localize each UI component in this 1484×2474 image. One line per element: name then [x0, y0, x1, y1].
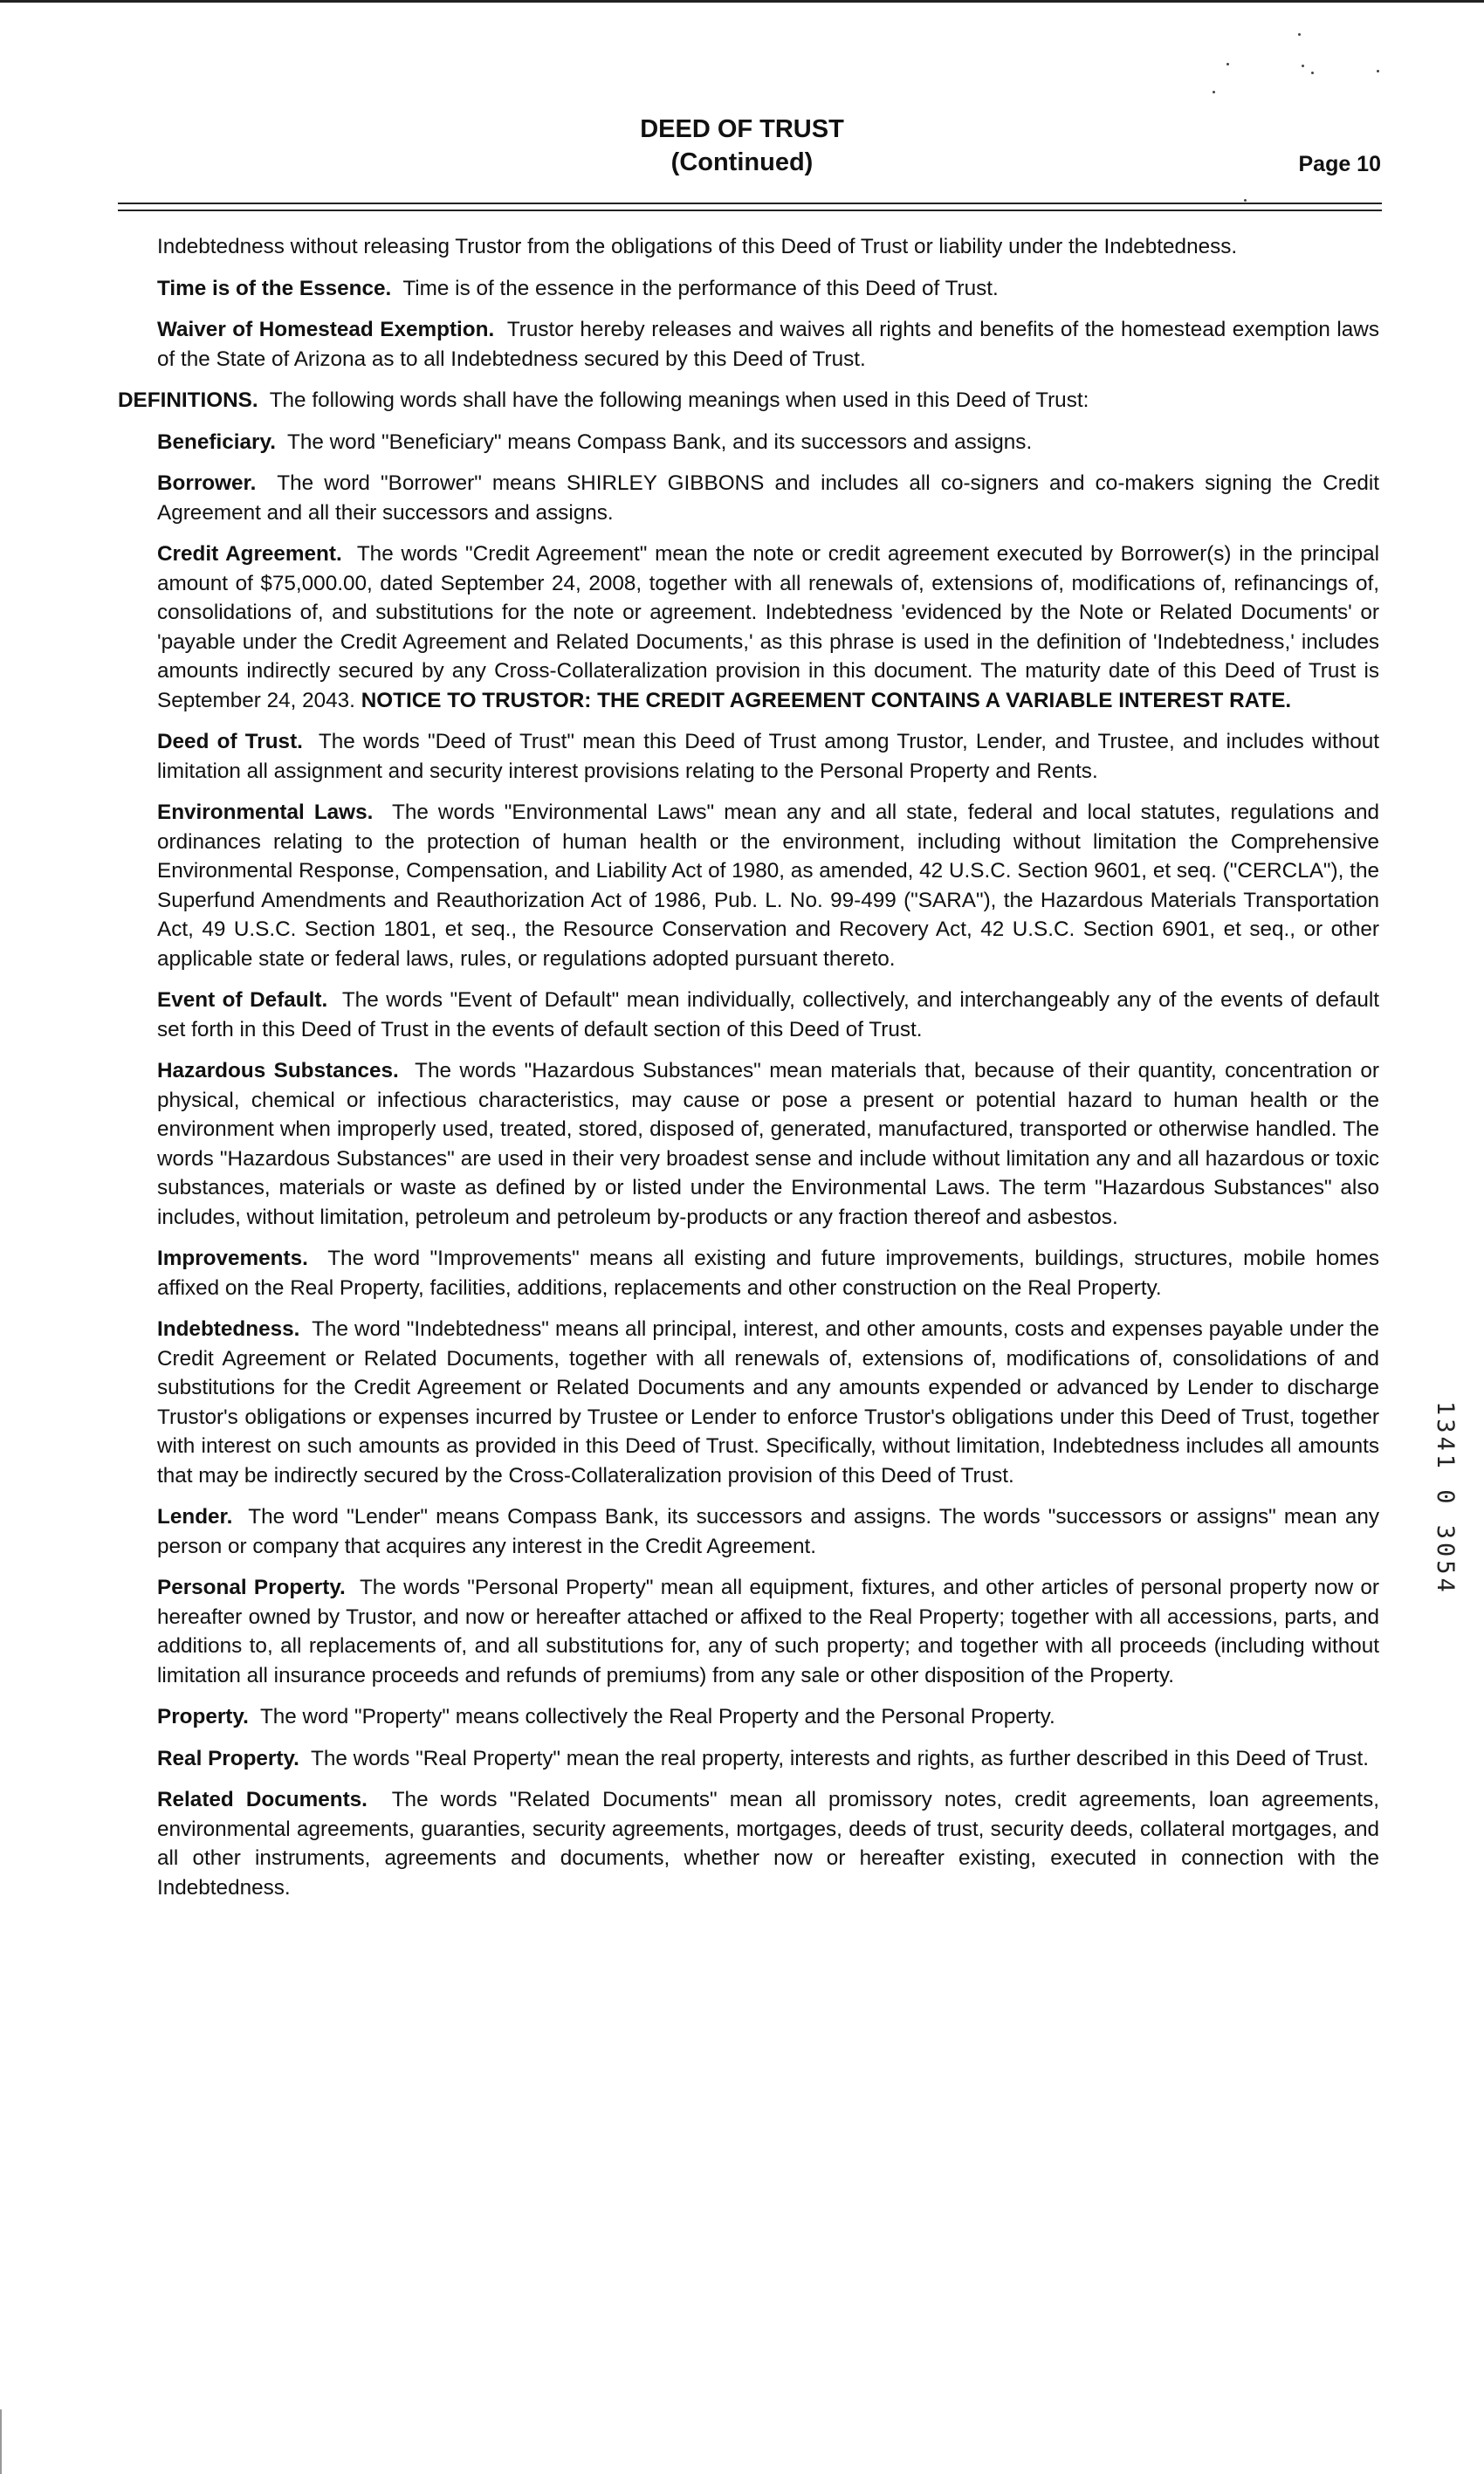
scan-speck — [1302, 65, 1304, 67]
page-top-edge — [0, 0, 1484, 3]
scan-speck — [1298, 33, 1301, 36]
paragraph-continuation: Indebtedness without releasing Trustor from the obligations of this Deed of Trust or liability under the Indebtedness. — [157, 235, 1238, 258]
paragraph-term: Time is of the Essence. — [157, 276, 392, 300]
definition-hazardous-substances: Hazardous Substances. The words "Hazardous Substances" mean materials that, because of their quantity, concentration or physical, chemical or infectious characteristics, may cause or pose a present or potential hazard to human health or the environment when improperly used, treated, stored, disposed of, generated, manufactured, transported or otherwise handled. The words "Hazardous Substances" are used in their very broadest sense and include without limitation any and all hazardous or toxic substances, materials or waste as defined by or listed under the Environmental Laws. The term "Hazardous Substances" also includes, without limitation, petroleum and petroleum by-products or any fraction thereof and asbestos. — [157, 1059, 1379, 1229]
definitions-heading: DEFINITIONS. The following words shall have the following meanings when used in this Deed of Trust: — [118, 388, 1089, 412]
scan-speck — [1226, 63, 1229, 65]
definition-beneficiary: Beneficiary. The word "Beneficiary" means Compass Bank, and its successors and assigns. — [157, 430, 1033, 454]
definition-event-of-default: Event of Default. The words "Event of Default" mean individually, collectively, and interchangeably any of the events of default set forth in this Deed of Trust in the events of default section of this Deed of Trust. — [157, 988, 1379, 1041]
recording-number-stamp: 1341 0 3054 — [1432, 1401, 1459, 1596]
definition-borrower: Borrower. The word "Borrower" means SHIRLEY GIBBONS and includes all co-signers and co-makers signing the Credit Agreement and all their successors and assigns. — [157, 471, 1380, 525]
definition-indebtedness: Indebtedness. The word "Indebtedness" means all principal, interest, and other amounts, costs and expenses payable under the Credit Agreement or Related Documents, together with all renewals of, extensions of, modifications of, consolidations of and substitutions for the Credit Agreement or Related Documents and any amounts expended or advanced by Lender to discharge Trustor's obligations or expenses incurred by Trustee or Lender to enforce Trustor's obligations under this Deed of Trust, together with interest on such amounts as provided in this Deed of Trust. Specifically, without limitation, Indebtedness includes all amounts that may be indirectly secured by the Cross-Collateralization provision of this Deed of Trust. — [157, 1317, 1379, 1488]
scan-edge-mark — [0, 2409, 2, 2474]
header-rule-lower — [118, 210, 1382, 211]
definition-improvements: Improvements. The word "Improvements" means all existing and future improvements, buildings, structures, mobile homes affixed on the Real Property, facilities, additions, replacements and other construction on the Real Property. — [157, 1247, 1379, 1300]
definition-deed-of-trust: Deed of Trust. The words "Deed of Trust" mean this Deed of Trust among Trustor, Lender, and Trustee, and includes without limitation all assignment and security interest provisions relating to the Personal Property and Rents. — [157, 730, 1380, 783]
scan-speck — [1311, 72, 1314, 74]
definition-credit-agreement: Credit Agreement. The words "Credit Agreement" mean the note or credit agreement executed by Borrower(s) in the principal amount of $75,000.00, dated September 24, 2008, together with all renewals of, extensions of, modifications of, refinancings of, consolidations of, and substitutions for the note or agreement. Indebtedness 'evidenced by the Note or Related Documents' or 'payable under the Credit Agreement and Related Documents,' as this phrase is used in the definition of 'Indebtedness,' includes amounts indirectly secured by any Cross-Collateralization provision in this document. The maturity date of this Deed of Trust is September 24, 2043. NOTICE TO TRUSTOR: THE CREDIT AGREEMENT CONTAINS A VARIABLE INTEREST RATE. — [157, 542, 1379, 712]
header-rule-upper — [118, 203, 1382, 204]
definition-related-documents: Related Documents. The words "Related Documents" mean all promissory notes, credit agreements, loan agreements, environmental agreements, guaranties, security agreements, mortgages, deeds of trust, security deeds, collateral mortgages, and all other instruments, agreements and documents, whether now or hereafter existing, executed in connection with the Indebtedness. — [157, 1788, 1380, 1900]
definition-real-property: Real Property. The words "Real Property" mean the real property, interests and rights, as further described in this Deed of Trust. — [157, 1746, 1369, 1770]
document-subtitle: (Continued) — [670, 148, 814, 176]
page-number: Page 10 — [1298, 152, 1381, 176]
paragraph-time-of-essence: Time is of the Essence. Time is of the essence in the performance of this Deed of Trust. — [157, 276, 999, 300]
document-title: DEED OF TRUST — [640, 115, 844, 143]
scan-speck — [1213, 91, 1215, 93]
definition-environmental-laws: Environmental Laws. The words "Environmental Laws" mean any and all state, federal and local statutes, regulations and ordinances relating to the protection of human health or the environment, including without limitation the Comprehensive Environmental Response, Compensation, and Liability Act of 1980, as amended, 42 U.S.C. Section 9601, et seq. ("CERCLA"), the Superfund Amendments and Reauthorization Act of 1986, Pub. L. No. 99-499 ("SARA"), the Hazardous Materials Transportation Act, 49 U.S.C. Section 1801, et seq., the Resource Conservation and Recovery Act, 42 U.S.C. Section 6901, et seq., or other applicable state or federal laws, rules, or regulations adopted pursuant thereto. — [157, 801, 1379, 971]
document-body — [118, 232, 1380, 1914]
trustor-notice: NOTICE TO TRUSTOR: THE CREDIT AGREEMENT CONTAINS A VARIABLE INTEREST RATE. — [361, 688, 1292, 712]
definition-personal-property: Personal Property. The words "Personal Property" mean all equipment, fixtures, and other articles of personal property now or hereafter owned by Trustor, and now or hereafter attached or affixed to the Real Property; together with all accessions, parts, and additions to, all replacements of, and all substitutions for, any of such property; and together with all proceeds (including without limitation all insurance proceeds and refunds of premiums) from any sale or other disposition of the Property. — [157, 1576, 1380, 1687]
scan-speck — [1244, 199, 1247, 202]
paragraph-term: Waiver of Homestead Exemption. — [157, 318, 495, 341]
definition-lender: Lender. The word "Lender" means Compass Bank, its successors and assigns. The words "successors or assigns" mean any person or company that acquires any interest in the Credit Agreement. — [157, 1505, 1379, 1558]
paragraph-homestead-waiver: Waiver of Homestead Exemption. Trustor hereby releases and waives all rights and benefits of the homestead exemption laws of the State of Arizona as to all Indebtedness secured by this Deed of Trust. — [157, 318, 1379, 371]
definition-property: Property. The word "Property" means collectively the Real Property and the Personal Property. — [157, 1705, 1055, 1728]
scan-speck — [1377, 70, 1379, 72]
